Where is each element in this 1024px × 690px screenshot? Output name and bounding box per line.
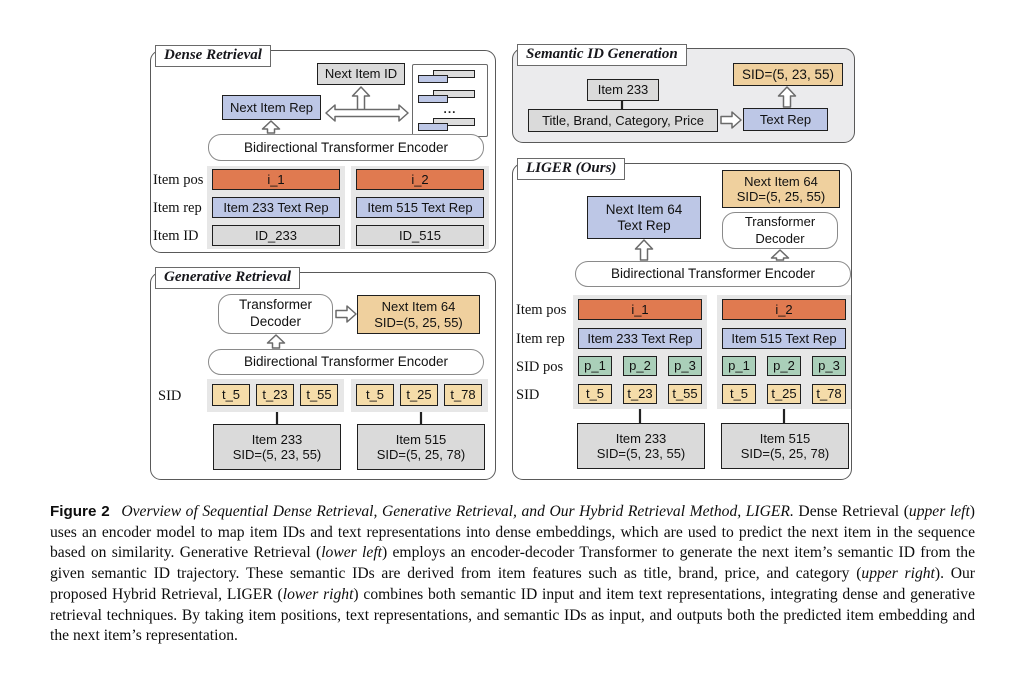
dense-row-label-item-rep: Item rep xyxy=(153,200,202,216)
sid-pos-box: p_2 xyxy=(623,356,657,376)
gen-next-item-line2: SID=(5, 25, 55) xyxy=(374,314,463,330)
sid-token-box: t_5 xyxy=(578,384,612,404)
caption-segment: upper left xyxy=(908,503,970,520)
item-rep-box: Item 515 Text Rep xyxy=(722,328,846,349)
liger-decoder-box: Transformer Decoder xyxy=(722,212,838,249)
gen-item-1-line2: SID=(5, 23, 55) xyxy=(232,447,322,462)
item-pos-box: i_2 xyxy=(722,299,846,320)
liger-item-1-line1: Item 233 xyxy=(615,430,667,446)
gen-item-2-line1: Item 515 xyxy=(395,431,447,447)
generative-retrieval-tab: Generative Retrieval xyxy=(155,267,300,289)
sid-token-box: t_5 xyxy=(212,384,250,406)
liger-tab: LIGER (Ours) xyxy=(517,158,625,180)
gen-item-2-line2: SID=(5, 25, 78) xyxy=(376,447,466,462)
dense-row-label-item-pos: Item pos xyxy=(153,172,204,188)
caption-segment: ). Our proposed Hybrid Retrieval, LIGER ( xyxy=(50,565,975,603)
liger-encoder-box: Bidirectional Transformer Encoder xyxy=(575,261,851,287)
caption-segment: ) uses an encoder model to map item IDs and text representations into dense embeddings, which are used to predict the next item in the sequence based on similarity. Generative Retrieval ( xyxy=(50,503,975,562)
embedding-bar-blue xyxy=(418,123,448,131)
semantic-item-box: Item 233 xyxy=(587,79,659,101)
semantic-sid-box: SID=(5, 23, 55) xyxy=(733,63,843,86)
item-pos-box: i_2 xyxy=(356,169,484,190)
liger-next-rep-line2: Text Rep xyxy=(617,217,671,233)
liger-item-2-line2: SID=(5, 25, 78) xyxy=(740,446,830,461)
gen-item-1-line1: Item 233 xyxy=(251,431,303,447)
sid-token-box: t_78 xyxy=(812,384,846,404)
semantic-text-rep-box: Text Rep xyxy=(743,108,828,131)
caption-segment: Overview of Sequential Dense Retrieval, Generative Retrieval, and Our Hybrid Retrieval Method, LIGER. xyxy=(116,503,794,520)
item-id-box: ID_233 xyxy=(212,225,340,246)
dense-row-label-item-id: Item ID xyxy=(153,228,199,244)
dense-encoder-box: Bidirectional Transformer Encoder xyxy=(208,134,484,161)
liger-row-label-sid: SID xyxy=(516,387,540,403)
liger-item-1-box xyxy=(577,423,705,469)
liger-next-rep-box xyxy=(587,196,701,239)
liger-row-label-item-pos: Item pos xyxy=(516,302,567,318)
sid-token-box: t_25 xyxy=(767,384,801,404)
sid-pos-box: p_2 xyxy=(767,356,801,376)
item-rep-box: Item 233 Text Rep xyxy=(212,197,340,218)
dense-retrieval-tab: Dense Retrieval xyxy=(155,45,271,67)
sid-token-box: t_25 xyxy=(400,384,438,406)
liger-next-sid-box xyxy=(722,170,840,208)
gen-next-item-box xyxy=(357,295,480,334)
gen-item-1-box xyxy=(213,424,341,470)
semantic-features-box: Title, Brand, Category, Price xyxy=(528,109,718,132)
liger-item-1-line2: SID=(5, 23, 55) xyxy=(596,446,686,461)
figure-caption xyxy=(50,502,975,647)
caption-figure-label: Figure 2 xyxy=(50,503,110,520)
caption-segment: lower left xyxy=(321,544,382,562)
gen-row-label-sid: SID xyxy=(158,388,182,404)
next-item-rep-box: Next Item Rep xyxy=(222,95,321,120)
liger-next-rep-line1: Next Item 64 xyxy=(605,201,683,217)
item-pos-box: i_1 xyxy=(578,299,702,320)
sid-pos-box: p_1 xyxy=(578,356,612,376)
gen-next-item-line1: Next Item 64 xyxy=(381,299,456,315)
next-item-id-box: Next Item ID xyxy=(317,63,405,85)
caption-segment: ) employs an encoder-decoder Transformer to generate the next item’s semantic ID from the given semantic ID trajectory. These semantic IDs are derived from item features such as title, brand, price, and category ( xyxy=(50,544,975,583)
caption-segment: upper right xyxy=(861,565,935,583)
liger-row-label-sid-pos: SID pos xyxy=(516,359,564,375)
liger-row-label-item-rep: Item rep xyxy=(516,331,565,347)
sid-token-box: t_5 xyxy=(356,384,394,406)
sid-pos-box: p_3 xyxy=(668,356,702,376)
embedding-bar-blue xyxy=(418,75,448,83)
caption-segment: lower right xyxy=(282,585,354,603)
liger-item-2-box xyxy=(721,423,849,469)
sid-token-box: t_55 xyxy=(300,384,338,406)
sid-token-box: t_78 xyxy=(444,384,482,406)
gen-encoder-box: Bidirectional Transformer Encoder xyxy=(208,349,484,375)
item-id-box: ID_515 xyxy=(356,225,484,246)
item-rep-box: Item 515 Text Rep xyxy=(356,197,484,218)
semantic-id-generation-tab: Semantic ID Generation xyxy=(517,44,687,66)
gen-decoder-box: Transformer Decoder xyxy=(218,294,333,334)
sid-pos-box: p_3 xyxy=(812,356,846,376)
caption-segment: ) combines both semantic ID input and item text representations, integrating dense and generative retrieval techniques. By taking item positions, text representations, and semantic IDs as input, and outputs both the predicted item embedding and the next item’s representation. xyxy=(50,585,976,645)
sid-token-box: t_23 xyxy=(256,384,294,406)
liger-next-sid-line1: Next Item 64 xyxy=(744,173,818,189)
caption-segment: Dense Retrieval ( xyxy=(793,503,909,520)
embedding-stack-icon xyxy=(412,64,488,137)
sid-token-box: t_5 xyxy=(722,384,756,404)
sid-token-box: t_23 xyxy=(623,384,657,404)
liger-item-2-line1: Item 515 xyxy=(759,430,811,446)
item-rep-box: Item 233 Text Rep xyxy=(578,328,702,349)
ellipsis-icon: ... xyxy=(443,102,457,116)
gen-item-2-box xyxy=(357,424,485,470)
item-pos-box: i_1 xyxy=(212,169,340,190)
sid-pos-box: p_1 xyxy=(722,356,756,376)
sid-token-box: t_55 xyxy=(668,384,702,404)
liger-next-sid-line2: SID=(5, 25, 55) xyxy=(736,189,826,204)
